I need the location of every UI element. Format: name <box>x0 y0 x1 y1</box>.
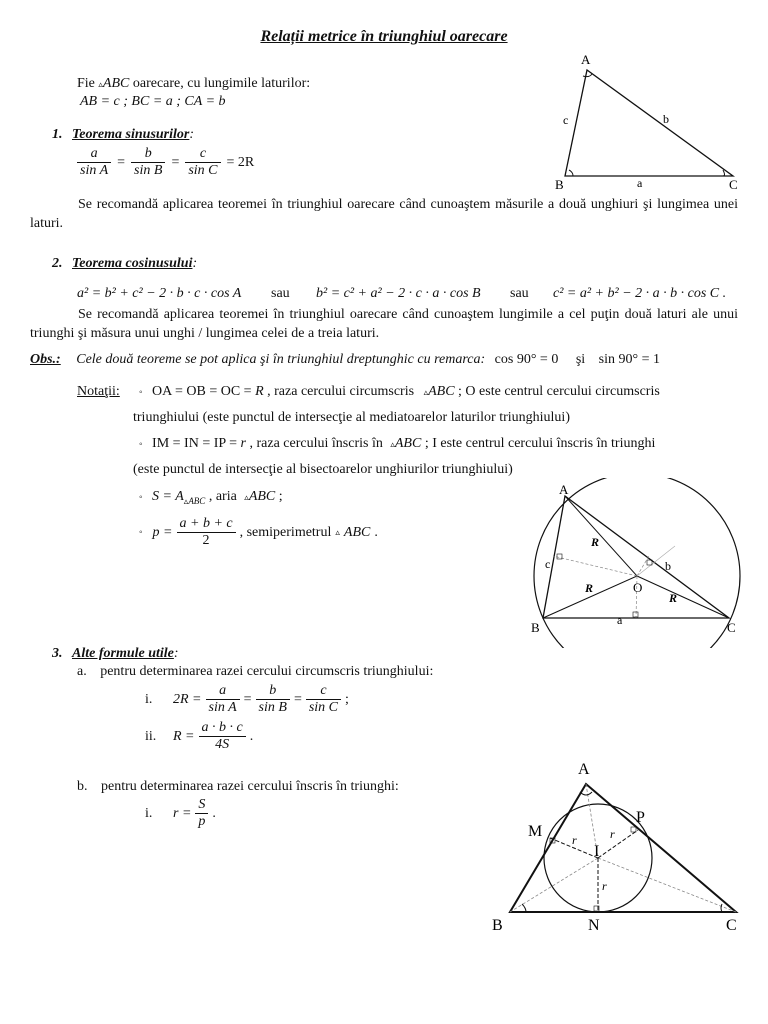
triangle-name: ABC <box>248 489 276 504</box>
side-c: c <box>545 557 551 571</box>
item-label: i. <box>145 691 153 707</box>
triangle-name: ABC <box>394 436 422 451</box>
figure-triangle-sides <box>545 50 745 198</box>
vertex-C: C <box>727 620 736 635</box>
vertex-B: B <box>555 177 564 192</box>
colon: : <box>189 127 195 142</box>
center-O: O <box>633 580 643 595</box>
item-b <box>77 779 399 795</box>
intro-line <box>77 76 310 92</box>
end: ; <box>345 691 349 707</box>
triangle-symbol: ▵ <box>390 439 395 449</box>
side-b: b <box>665 559 671 573</box>
side-a: a <box>637 176 643 190</box>
section-number: 3. <box>52 646 63 661</box>
notation-1 <box>139 384 660 400</box>
n3-c: ; <box>275 489 283 504</box>
equals: = <box>243 691 252 707</box>
side-a: a <box>617 613 623 627</box>
section-title: Teorema sinusurilor <box>72 127 190 142</box>
obs-text: Cele două teoreme se pot aplica şi în triunghiul dreptunghic cu remarca: <box>76 352 486 367</box>
section-1-heading <box>52 127 194 143</box>
sau-2: sau <box>510 286 529 301</box>
side-c: c <box>563 113 569 127</box>
bullet-icon: ◦ <box>139 439 143 450</box>
lhs: r = <box>173 805 192 821</box>
item-text: pentru determinarea razei cercului înscris în triunghi: <box>101 779 399 794</box>
fraction-c: $\frac{c}{\text{sin C}}$ <box>185 146 220 179</box>
formula-R <box>145 720 253 753</box>
sides-notation: AB = c ; BC = a ; CA = b <box>80 94 226 109</box>
fraction-S-p: $\frac{S}{p}$ <box>195 797 208 830</box>
intro-text: Fie <box>77 76 99 91</box>
section-title: Alte formule utile <box>72 646 174 661</box>
bullet-icon: ◦ <box>139 492 143 503</box>
semiperimeter-fraction: $\frac{a + b + c}{2}$ <box>177 516 236 549</box>
radius-IM: r <box>572 833 577 847</box>
end: . <box>212 805 216 821</box>
formula-2R <box>145 683 349 716</box>
cosine-eq-a: a² = b² + c² − 2 · b · c · cos A <box>77 286 242 301</box>
lhs: 2R = <box>173 691 202 707</box>
vertex-C: C <box>726 917 737 934</box>
fraction-abc-4S: $\frac{a \cdot b \cdot c}{4S}$ <box>199 720 246 753</box>
observation <box>30 352 660 368</box>
fraction-b: $\frac{b}{\text{sin B}}$ <box>256 683 290 716</box>
point-P: P <box>636 809 645 826</box>
item-label: a. <box>77 664 87 679</box>
bullet-icon: ◦ <box>139 387 143 398</box>
end: . <box>249 728 254 744</box>
n2-b: , raza cercului înscris în <box>246 436 387 451</box>
colon: : <box>192 256 198 271</box>
obs-label: Obs.: <box>30 352 61 367</box>
vertex-B: B <box>492 917 503 934</box>
point-M: M <box>528 823 543 840</box>
obs-si: şi <box>575 352 586 367</box>
formula-tail: = 2R <box>226 154 255 170</box>
notatii-label: Notaţii: <box>77 384 120 399</box>
vertex-A: A <box>578 761 590 778</box>
intro-text-2: oarecare, cu lungimile laturilor: <box>129 76 311 91</box>
radius-IN: r <box>602 879 607 893</box>
n2-a: IM = IN = IP = <box>152 436 241 451</box>
section-number: 2. <box>52 256 63 271</box>
colon: : <box>173 646 179 661</box>
formula-r <box>145 797 216 830</box>
n3-a: S = A <box>152 489 184 504</box>
section-2-heading <box>52 256 197 272</box>
n1-R: R <box>255 384 264 399</box>
side-b: b <box>663 112 669 126</box>
section-2-paragraph: Se recomandă aplicarea teoremei în triunghiul oarecare când cunoaştem lungimile a cel puţin două laturi ale unui triunghi şi măsura unui unghi / lungimea celei de a treia laturi. <box>30 307 738 341</box>
sine-law-formula <box>77 146 254 179</box>
n4-b: , semiperimetrul <box>239 524 332 540</box>
radius-OC: R <box>669 591 678 605</box>
triangle-name: ABC <box>102 76 130 91</box>
cosine-eq-b: b² = c² + a² − 2 · c · a · cos B <box>316 286 481 301</box>
obs-sin: sin 90° = 1 <box>598 352 660 367</box>
n3-b: , aria <box>205 489 241 504</box>
item-label: i. <box>145 805 153 821</box>
triangle-symbol: ▵ <box>244 492 249 502</box>
n4-c: . <box>374 524 378 540</box>
equals: = <box>293 691 302 707</box>
section-3-heading <box>52 646 179 662</box>
fraction-a: $\frac{a}{\text{sin A}}$ <box>77 146 111 179</box>
section-1-paragraph: Se recomandă aplicarea teoremei în triunghiul oarecare când cunoaştem măsurile a două unghiuri şi lungimea unei laturi. <box>30 197 738 231</box>
section-title: Teorema cosinusului <box>72 256 193 271</box>
item-text: pentru determinarea razei cercului circumscris triunghiului: <box>100 664 434 679</box>
triangle-symbol: ▵ <box>98 79 103 89</box>
triangle-name: ABC <box>343 524 371 540</box>
bullet-icon: ◦ <box>139 527 143 538</box>
notation-4 <box>139 516 378 549</box>
n1-a: OA = OB = OC = <box>152 384 256 399</box>
vertex-B: B <box>531 620 540 635</box>
n2-c: ; I este centrul cercului înscris în triunghi <box>421 436 656 451</box>
item-label: ii. <box>145 728 157 744</box>
n3-sub: ▵ABC <box>183 495 206 506</box>
triangle-symbol: ▵ <box>423 387 429 397</box>
lhs: R = <box>173 728 195 744</box>
item-label: b. <box>77 779 88 794</box>
page-title: Relații metrice în triunghiul oarecare <box>260 28 508 45</box>
equals: = <box>171 154 180 170</box>
radius-OA: R <box>591 535 600 549</box>
incenter-I: I <box>594 843 600 860</box>
radius-OB: R <box>585 581 594 595</box>
item-a <box>77 664 433 680</box>
n2-r: r <box>240 436 246 451</box>
notation-2 <box>139 436 655 452</box>
vertex-A: A <box>581 52 591 67</box>
figure-circumcircle <box>525 478 760 648</box>
triangle-name: ABC <box>428 384 455 399</box>
notation-1-line2: triunghiului (este punctul de intersecţie al mediatoarelor laturilor triunghiului) <box>133 410 570 425</box>
n1-b: , raza cercului circumscris <box>263 384 418 399</box>
fraction-a: $\frac{a}{\text{sin A}}$ <box>206 683 240 716</box>
n1-c: ; O este centrul cercului circumscris <box>454 384 660 399</box>
vertex-C: C <box>729 177 738 192</box>
triangle-symbol: ▵ <box>335 527 340 537</box>
radius-IP: r <box>610 827 615 841</box>
fraction-c: $\frac{c}{\text{sin C}}$ <box>306 683 341 716</box>
point-N: N <box>588 917 600 934</box>
cosine-eq-c: c² = a² + b² − 2 · a · b · cos C . <box>553 286 727 301</box>
figure-incircle <box>488 758 750 938</box>
notation-3 <box>139 489 283 507</box>
equals: = <box>117 154 126 170</box>
obs-cos: cos 90° = 0 <box>494 352 559 367</box>
n4-p: p = <box>152 524 173 540</box>
section-number: 1. <box>52 127 63 142</box>
vertex-A: A <box>559 482 569 497</box>
sau-1: sau <box>271 286 290 301</box>
notation-2-line2: (este punctul de intersecţie al bisectoarelor unghiurilor triunghiului) <box>133 462 513 477</box>
fraction-b: $\frac{b}{\text{sin B}}$ <box>131 146 165 179</box>
